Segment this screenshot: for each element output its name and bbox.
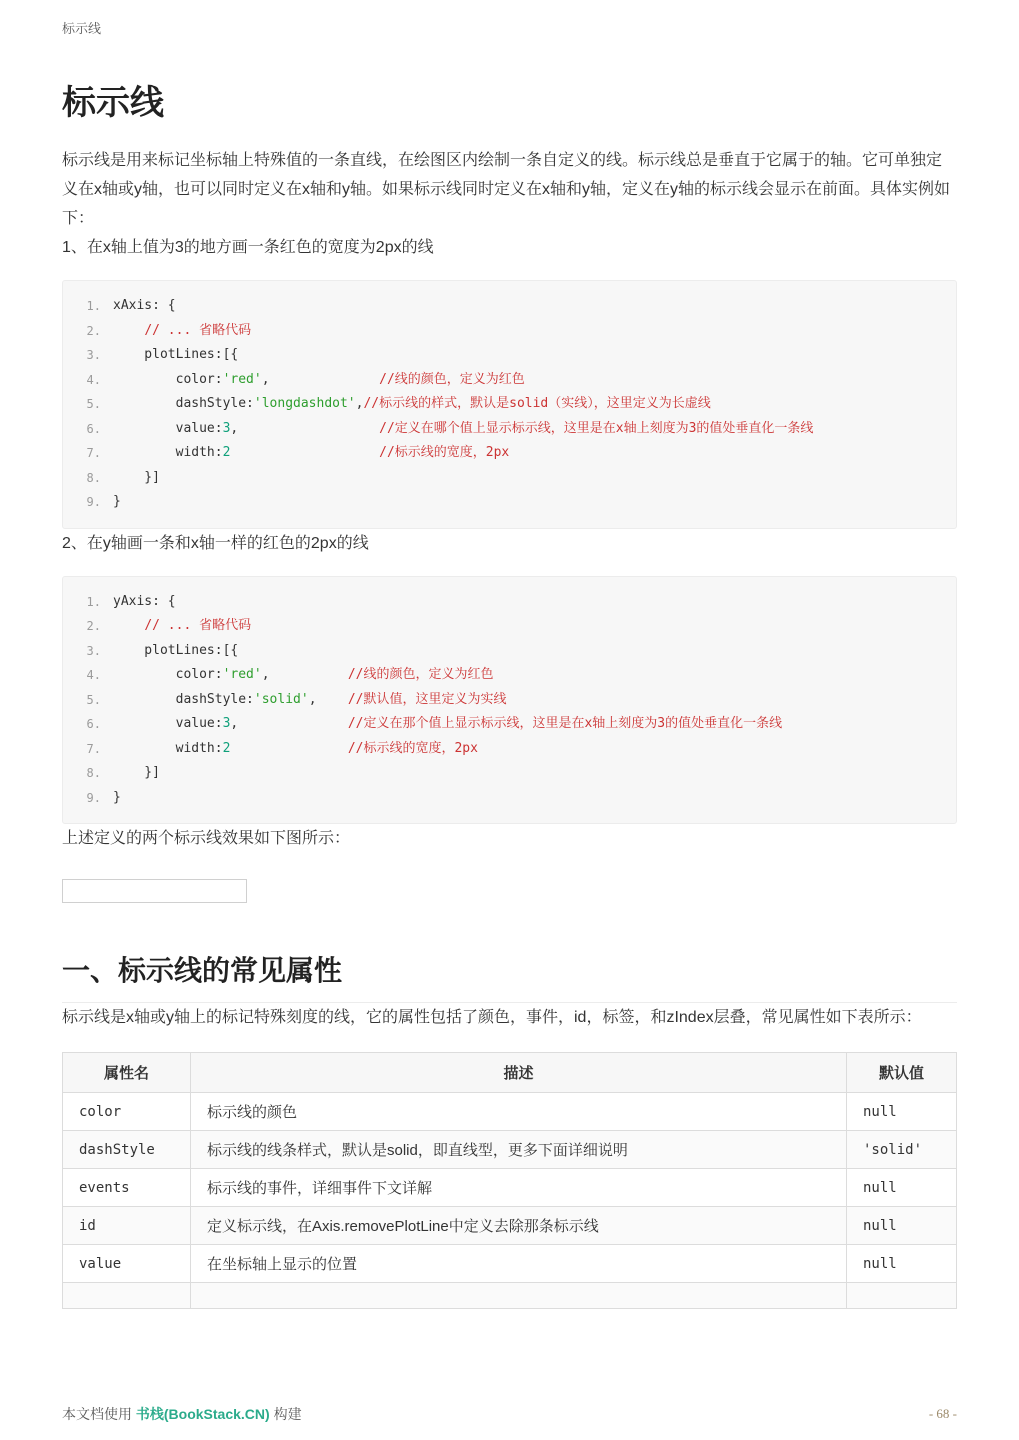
line-number: 7. <box>86 446 101 460</box>
code-line <box>63 639 956 664</box>
bookstack-link[interactable]: 书栈(BookStack.CN) <box>135 1406 270 1422</box>
code-text: value:3, //定义在哪个值上显示标示线，这里是在x轴上刻度为3的值处垂直化一条线 <box>113 420 814 436</box>
breadcrumb: 标示线 <box>62 21 102 36</box>
code-text: } <box>113 494 121 509</box>
property-name-cell: dashStyle <box>63 1131 191 1169</box>
code-block-yaxis <box>62 576 957 825</box>
line-number: 3. <box>86 348 101 362</box>
table-row-partial <box>63 1283 957 1309</box>
code-line <box>63 490 956 515</box>
line-number: 2. <box>86 323 101 338</box>
line-number: 3. <box>86 643 101 658</box>
broken-image-placeholder <box>62 879 247 903</box>
column-header-description: 描述 <box>191 1053 847 1093</box>
code-line <box>63 737 956 762</box>
footer-build-text <box>62 1404 302 1424</box>
code-text: plotLines:[{ <box>113 347 239 362</box>
property-name-cell: color <box>63 1093 191 1131</box>
empty-cell <box>63 1283 191 1309</box>
intro-paragraph: 标示线是用来标记坐标轴上特殊值的一条直线，在绘图区内绘制一条自定义的线。标示线总是垂直于它属于的轴。它可单独定义在x轴或y轴，也可以同时定义在x轴和y轴。如果标示线同时定义在x轴和y轴，定义在y轴的标示线会显示在前面。具体实例如下： <box>62 152 951 227</box>
code-text: dashStyle:'solid', //默认值，这里定义为实线 <box>113 691 507 707</box>
property-default-cell: null <box>847 1169 957 1207</box>
code-text: yAxis: { <box>113 593 176 609</box>
property-default-cell: 'solid' <box>847 1131 957 1169</box>
column-header-name: 属性名 <box>63 1053 191 1093</box>
line-number: 1. <box>86 299 101 313</box>
line-number: 7. <box>86 741 101 756</box>
property-description-cell: 标示线的颜色 <box>191 1093 847 1131</box>
column-header-default: 默认值 <box>847 1053 957 1093</box>
code-text: dashStyle:'longdashdot',//标示线的样式，默认是solid（实线），这里定义为长虚线 <box>113 396 711 411</box>
property-name-cell: events <box>63 1169 191 1207</box>
property-name-cell: id <box>63 1207 191 1245</box>
empty-cell <box>847 1283 957 1309</box>
empty-cell <box>191 1283 847 1309</box>
code-text: xAxis: { <box>113 298 176 313</box>
table-row <box>63 1131 957 1169</box>
property-description-cell: 在坐标轴上显示的位置 <box>191 1245 847 1283</box>
line-number: 1. <box>86 594 101 609</box>
property-description-cell: 标示线的事件，详细事件下文详解 <box>191 1169 847 1207</box>
line-number: 9. <box>86 495 101 509</box>
code-text: } <box>113 789 121 805</box>
code-text: width:2 //标示线的宽度，2px <box>113 445 510 460</box>
line-number: 5. <box>86 397 101 411</box>
line-number: 5. <box>86 692 101 707</box>
property-default-cell: null <box>847 1207 957 1245</box>
code-line <box>63 466 956 491</box>
code-block-xaxis <box>62 280 957 529</box>
line-number: 4. <box>86 372 101 387</box>
line-number: 6. <box>86 421 101 436</box>
table-row <box>63 1245 957 1283</box>
code-text: }] <box>113 765 160 780</box>
properties-table-header <box>63 1053 957 1093</box>
page-title: 标示线 <box>62 84 164 122</box>
line-number: 6. <box>86 717 101 731</box>
line-number: 8. <box>86 766 101 780</box>
page-number: - 68 - <box>928 1406 957 1421</box>
table-row <box>63 1093 957 1131</box>
code-line <box>63 417 956 442</box>
code-text: width:2 //标示线的宽度，2px <box>113 740 478 756</box>
code-line <box>63 319 956 344</box>
code-text: // ... 省略代码 <box>144 322 252 338</box>
code-line <box>63 761 956 786</box>
example-1-heading: 1、在x轴上值为3的地方画一条红色的宽度为2px的线 <box>62 239 434 256</box>
table-row <box>63 1169 957 1207</box>
properties-table <box>62 1052 957 1309</box>
section-heading: 一、标示线的常见属性 <box>62 949 957 1003</box>
code-line <box>63 786 956 811</box>
code-line <box>63 663 956 688</box>
code-text: color:'red', //线的颜色，定义为红色 <box>113 667 494 682</box>
footer-prefix: 本文档使用 <box>62 1406 136 1422</box>
result-caption: 上述定义的两个标示线效果如下图所示： <box>62 830 351 847</box>
line-number: 9. <box>86 790 101 805</box>
example-2-heading: 2、在y轴画一条和x轴一样的红色的2px的线 <box>62 534 369 552</box>
page-footer <box>0 1388 1019 1440</box>
properties-table-body <box>63 1093 957 1309</box>
section-intro: 标示线是x轴或y轴上的标记特殊刻度的线，它的属性包括了颜色，事件，id，标签，和zIndex层叠，常见属性如下表所示： <box>62 1009 922 1026</box>
line-number: 2. <box>86 619 101 633</box>
code-line <box>63 712 956 737</box>
code-line <box>63 688 956 713</box>
property-name-cell: value <box>63 1245 191 1283</box>
code-line <box>63 590 956 615</box>
code-line <box>63 343 956 368</box>
code-text: value:3, //定义在那个值上显示标示线，这里是在x轴上刻度为3的值处垂直化一条线 <box>113 716 783 731</box>
property-default-cell: null <box>847 1093 957 1131</box>
code-text: }] <box>113 469 160 485</box>
code-text: // ... 省略代码 <box>144 618 252 633</box>
property-default-cell: null <box>847 1245 957 1283</box>
code-line <box>63 392 956 417</box>
line-number: 4. <box>86 668 101 682</box>
property-description-cell: 标示线的线条样式，默认是solid，即直线型，更多下面详细说明 <box>191 1131 847 1169</box>
code-line <box>63 368 956 393</box>
code-text: color:'red', //线的颜色，定义为红色 <box>113 371 525 387</box>
property-description-cell: 定义标示线，在Axis.removePlotLine中定义去除那条标示线 <box>191 1207 847 1245</box>
code-line <box>63 614 956 639</box>
table-row <box>63 1207 957 1245</box>
footer-suffix: 构建 <box>269 1406 302 1422</box>
code-text: plotLines:[{ <box>113 642 239 658</box>
code-line <box>63 441 956 466</box>
line-number: 8. <box>86 470 101 485</box>
code-line <box>63 294 956 319</box>
